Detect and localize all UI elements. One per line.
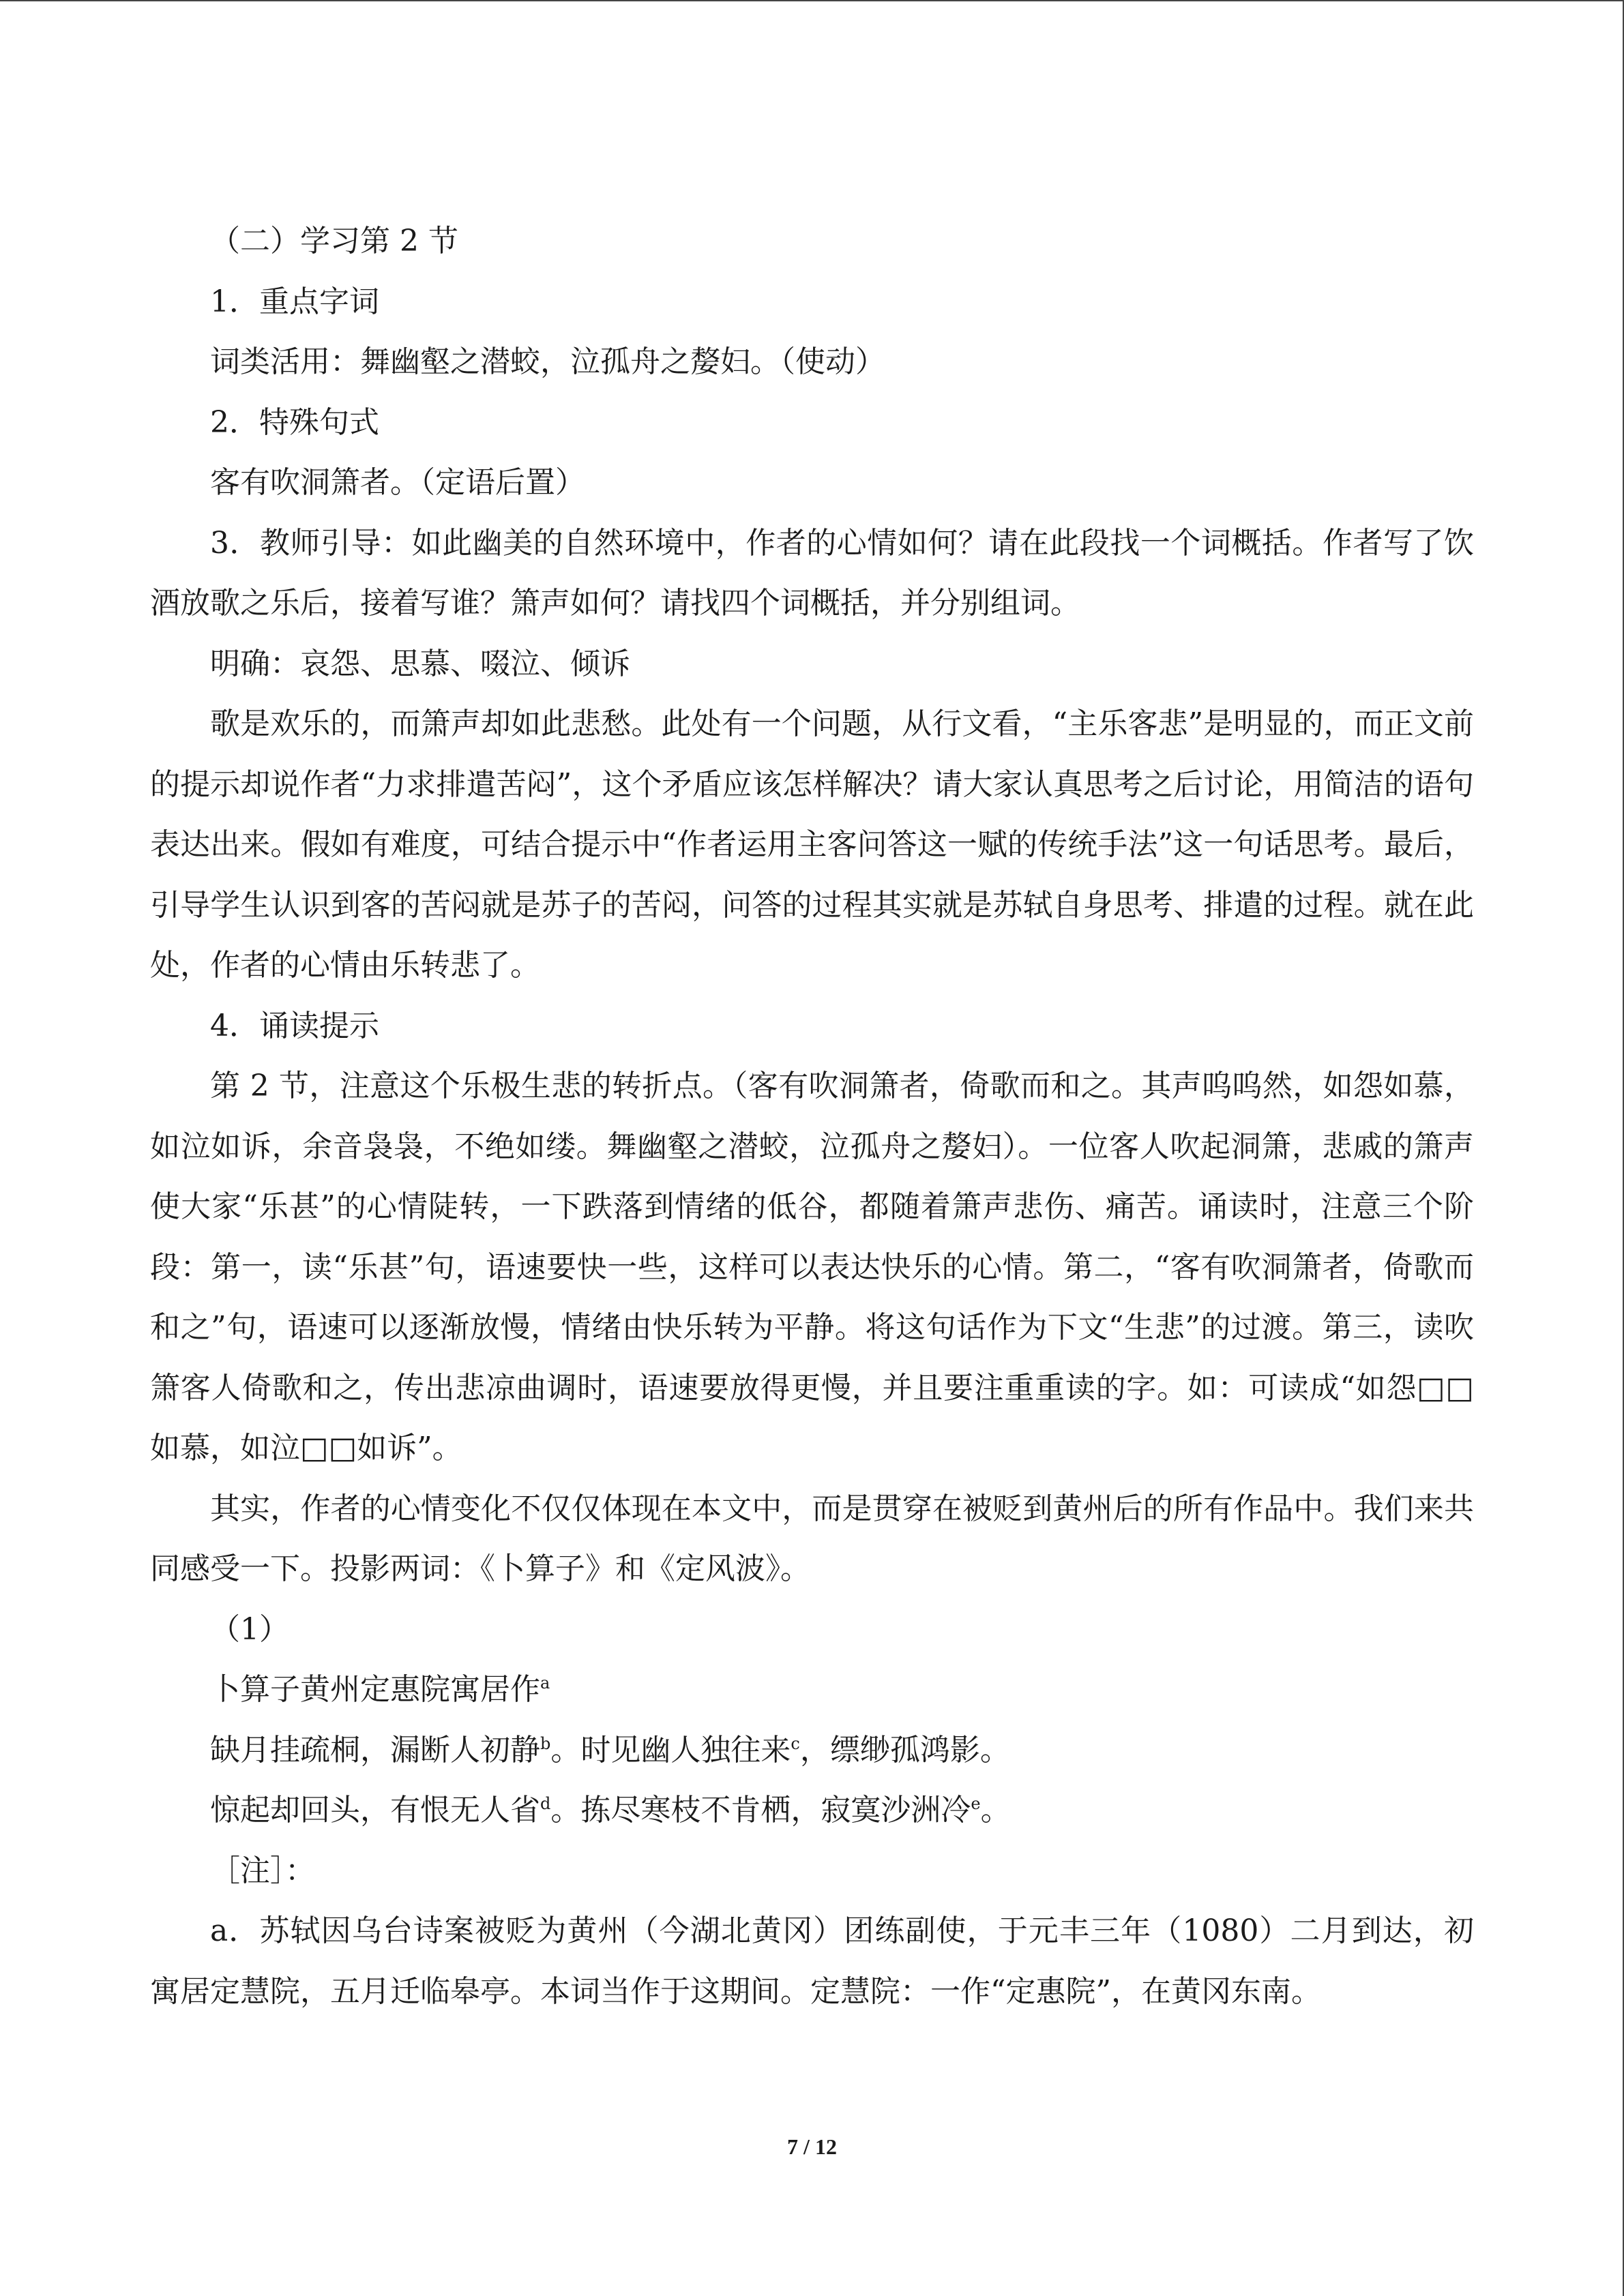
footnote-marker-e: e	[971, 1794, 981, 1813]
paragraph-answer: 明确：哀怨、思慕、啜泣、倾诉	[210, 646, 630, 681]
notes-heading: ［注］：	[210, 1853, 315, 1888]
page-body	[150, 211, 1474, 2022]
section-heading: （二）学习第 2 节	[210, 224, 458, 258]
poem-line-2-part-a: 惊起却回头，有恨无人省	[210, 1793, 540, 1828]
poem-line-2	[150, 1780, 1474, 1841]
poem-line-2-part-b: 。拣尽寒枝不肯栖，寂寞沙洲冷	[550, 1793, 971, 1828]
subheading-key-words: 1．重点字词	[210, 284, 379, 319]
footnote-marker-c: c	[791, 1733, 800, 1753]
footnote-marker-a: a	[540, 1673, 550, 1693]
poem-line-1-part-b: 。时见幽人独往来	[550, 1732, 791, 1768]
paragraph-sentence-pattern: 客有吹洞箫者。（定语后置）	[210, 465, 585, 500]
poem-line-2-part-c: 。	[980, 1793, 1011, 1828]
subheading-sentence-patterns: 2．特殊句式	[210, 404, 379, 440]
page-number: 7 / 12	[787, 2134, 837, 2159]
paragraph-mood-change: 其实，作者的心情变化不仅仅体现在本文中，而是贯穿在被贬到黄州后的所有作品中。我们来共同感受一下。投影两词：《卜算子》和《定风波》。	[150, 1491, 1474, 1586]
poem-number: （1）	[210, 1611, 289, 1647]
poem-line-1-part-a: 缺月挂疏桐，漏断人初静	[210, 1732, 540, 1768]
note-a: a．苏轼因乌台诗案被贬为黄州（今湖北黄冈）团练副使，于元丰三年（1080）二月到达，初寓居定慧院，五月迁临皋亭。本词当作于这期间。定慧院：一作“定惠院”，在黄冈东南。	[150, 1913, 1474, 2009]
poem-line-1-part-c: ，缥缈孤鸿影。	[799, 1732, 1010, 1768]
footnote-marker-b: b	[540, 1733, 551, 1753]
subheading-reading-tips: 4．诵读提示	[210, 1008, 379, 1043]
poem-title	[150, 1660, 1474, 1720]
paragraph-discussion: 歌是欢乐的，而箫声却如此悲愁。此处有一个问题，从行文看，“主乐客悲”是明显的，而正文前的提示却说作者“力求排遣苦闷”，这个矛盾应该怎样解决？请大家认真思考之后讨论，用简洁的语句表达出来。假如有难度，可结合提示中“作者运用主客问答这一赋的传统手法”这一句话思考。最后，引导学生认识到客的苦闷就是苏子的苦闷，问答的过程其实就是苏轼自身思考、排遣的过程。就在此处，作者的心情由乐转悲了。	[150, 706, 1474, 983]
paragraph-word-usage: 词类活用：舞幽壑之潜蛟，泣孤舟之嫠妇。（使动）	[210, 344, 885, 379]
poem-line-1	[150, 1720, 1474, 1781]
paragraph-teacher-guide: 3．教师引导：如此幽美的自然环境中，作者的心情如何？请在此段找一个词概括。作者写了饮酒放歌之乐后，接着写谁？箫声如何？请找四个词概括，并分别组词。	[150, 525, 1474, 621]
paragraph-reading-tips: 第 2 节，注意这个乐极生悲的转折点。（客有吹洞箫者，倚歌而和之。其声呜呜然，如怨如慕，如泣如诉，余音袅袅，不绝如缕。舞幽壑之潜蛟，泣孤舟之嫠妇）。一位客人吹起洞箫，悲戚的箫声使大家“乐甚”的心情陡转，一下跌落到情绪的低谷，都随着箫声悲伤、痛苦。诵读时，注意三个阶段：第一，读“乐甚”句，语速要快一些，这样可以表达快乐的心情。第二，“客有吹洞箫者，倚歌而和之”句，语速可以逐渐放慢，情绪由快乐转为平静。将这句话作为下文“生悲”的过渡。第三，读吹箫客人倚歌和之，传出悲凉曲调时，语速要放得更慢，并且要注重重读的字。如：可读成“如怨□□如慕，如泣□□如诉”。	[150, 1069, 1474, 1465]
poem-title-text: 卜算子黄州定惠院寓居作	[210, 1672, 540, 1707]
footnote-marker-d: d	[540, 1794, 551, 1813]
